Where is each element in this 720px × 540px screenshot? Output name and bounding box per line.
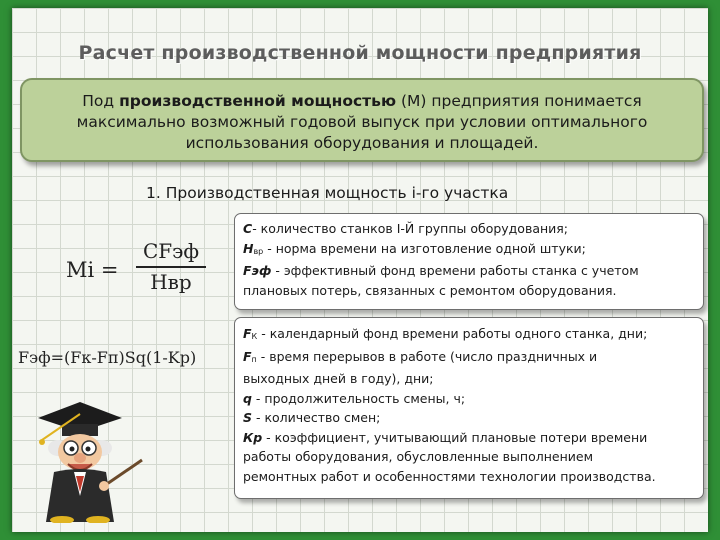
- note-text: ремонтных работ и особенностями технологии производства.: [243, 468, 656, 484]
- note-row: [243, 281, 695, 301]
- slide-title: Расчет производственной мощности предприятия: [78, 42, 642, 64]
- note-text: - продолжительность смены, ч;: [251, 390, 466, 406]
- formula-lhs: Mi =: [66, 258, 119, 282]
- note-symbol: S: [243, 410, 253, 425]
- note-row: [243, 447, 695, 467]
- definition-box: [20, 78, 704, 162]
- note-row: [243, 324, 695, 347]
- note-text: плановых потерь, связанных с ремонтом оборудования.: [243, 282, 617, 298]
- definition-bold: производственной мощностью: [119, 92, 397, 110]
- note-text: - количество смен;: [252, 410, 381, 425]
- note-symbol: С: [243, 221, 253, 236]
- note-text: - коэффициент, учитывающий плановые потери времени: [262, 429, 648, 445]
- note-subscript: п: [251, 354, 257, 364]
- note-text: - время перерывов в работе (число праздничных и: [256, 348, 598, 364]
- note-text: работы оборудования, обусловленные выполнением: [243, 449, 594, 464]
- fraction-line: [136, 266, 206, 268]
- section-subtitle: 1. Производственная мощность i-го участка: [146, 184, 509, 202]
- note-row: [243, 239, 695, 262]
- effective-fund-formula: Fэф=(Fк-Fп)Sq(1-Kp): [18, 348, 197, 367]
- slide: [12, 8, 708, 532]
- note-row: [243, 369, 695, 389]
- note-text: - количество станков І-Й группы оборудования;: [252, 221, 569, 236]
- capacity-formula: [66, 238, 206, 298]
- note-row: [243, 428, 695, 448]
- note-subscript: К: [251, 332, 258, 341]
- note-text: - календарный фонд времени работы одного станка, дни;: [257, 326, 648, 341]
- note-symbol: Fэф: [243, 263, 272, 278]
- formula-denominator: Hвр: [150, 269, 192, 294]
- note-text: - норма времени на изготовление одной штуки;: [263, 240, 586, 256]
- note-subscript: вр: [253, 246, 264, 256]
- note-text: - эффективный фонд времени работы станка с учетом: [271, 263, 639, 278]
- note-symbol: F: [243, 326, 252, 341]
- note-symbol: Н: [243, 240, 254, 256]
- note-symbol: q: [243, 390, 252, 406]
- notes-box-2: [234, 317, 704, 499]
- note-row: [243, 408, 695, 428]
- note-row: [243, 261, 695, 281]
- formula-numerator: CFэф: [142, 239, 200, 263]
- note-row: [243, 389, 695, 409]
- formula-fraction: [136, 238, 206, 296]
- note-row: [243, 347, 695, 370]
- definition-before: Под: [82, 92, 120, 110]
- note-symbol: Кр: [243, 429, 263, 445]
- note-row: [243, 219, 695, 239]
- definition-after: (М) предприятия понимается максимально возможный годовой выпуск при условии оптимального использования оборудования и площадей.: [76, 92, 648, 152]
- professor-mascot-icon: [18, 388, 148, 523]
- notes-box-1: [234, 213, 704, 310]
- note-row: [243, 467, 695, 487]
- note-text: выходных дней в году), дни;: [243, 371, 434, 386]
- note-symbol: F: [243, 348, 252, 364]
